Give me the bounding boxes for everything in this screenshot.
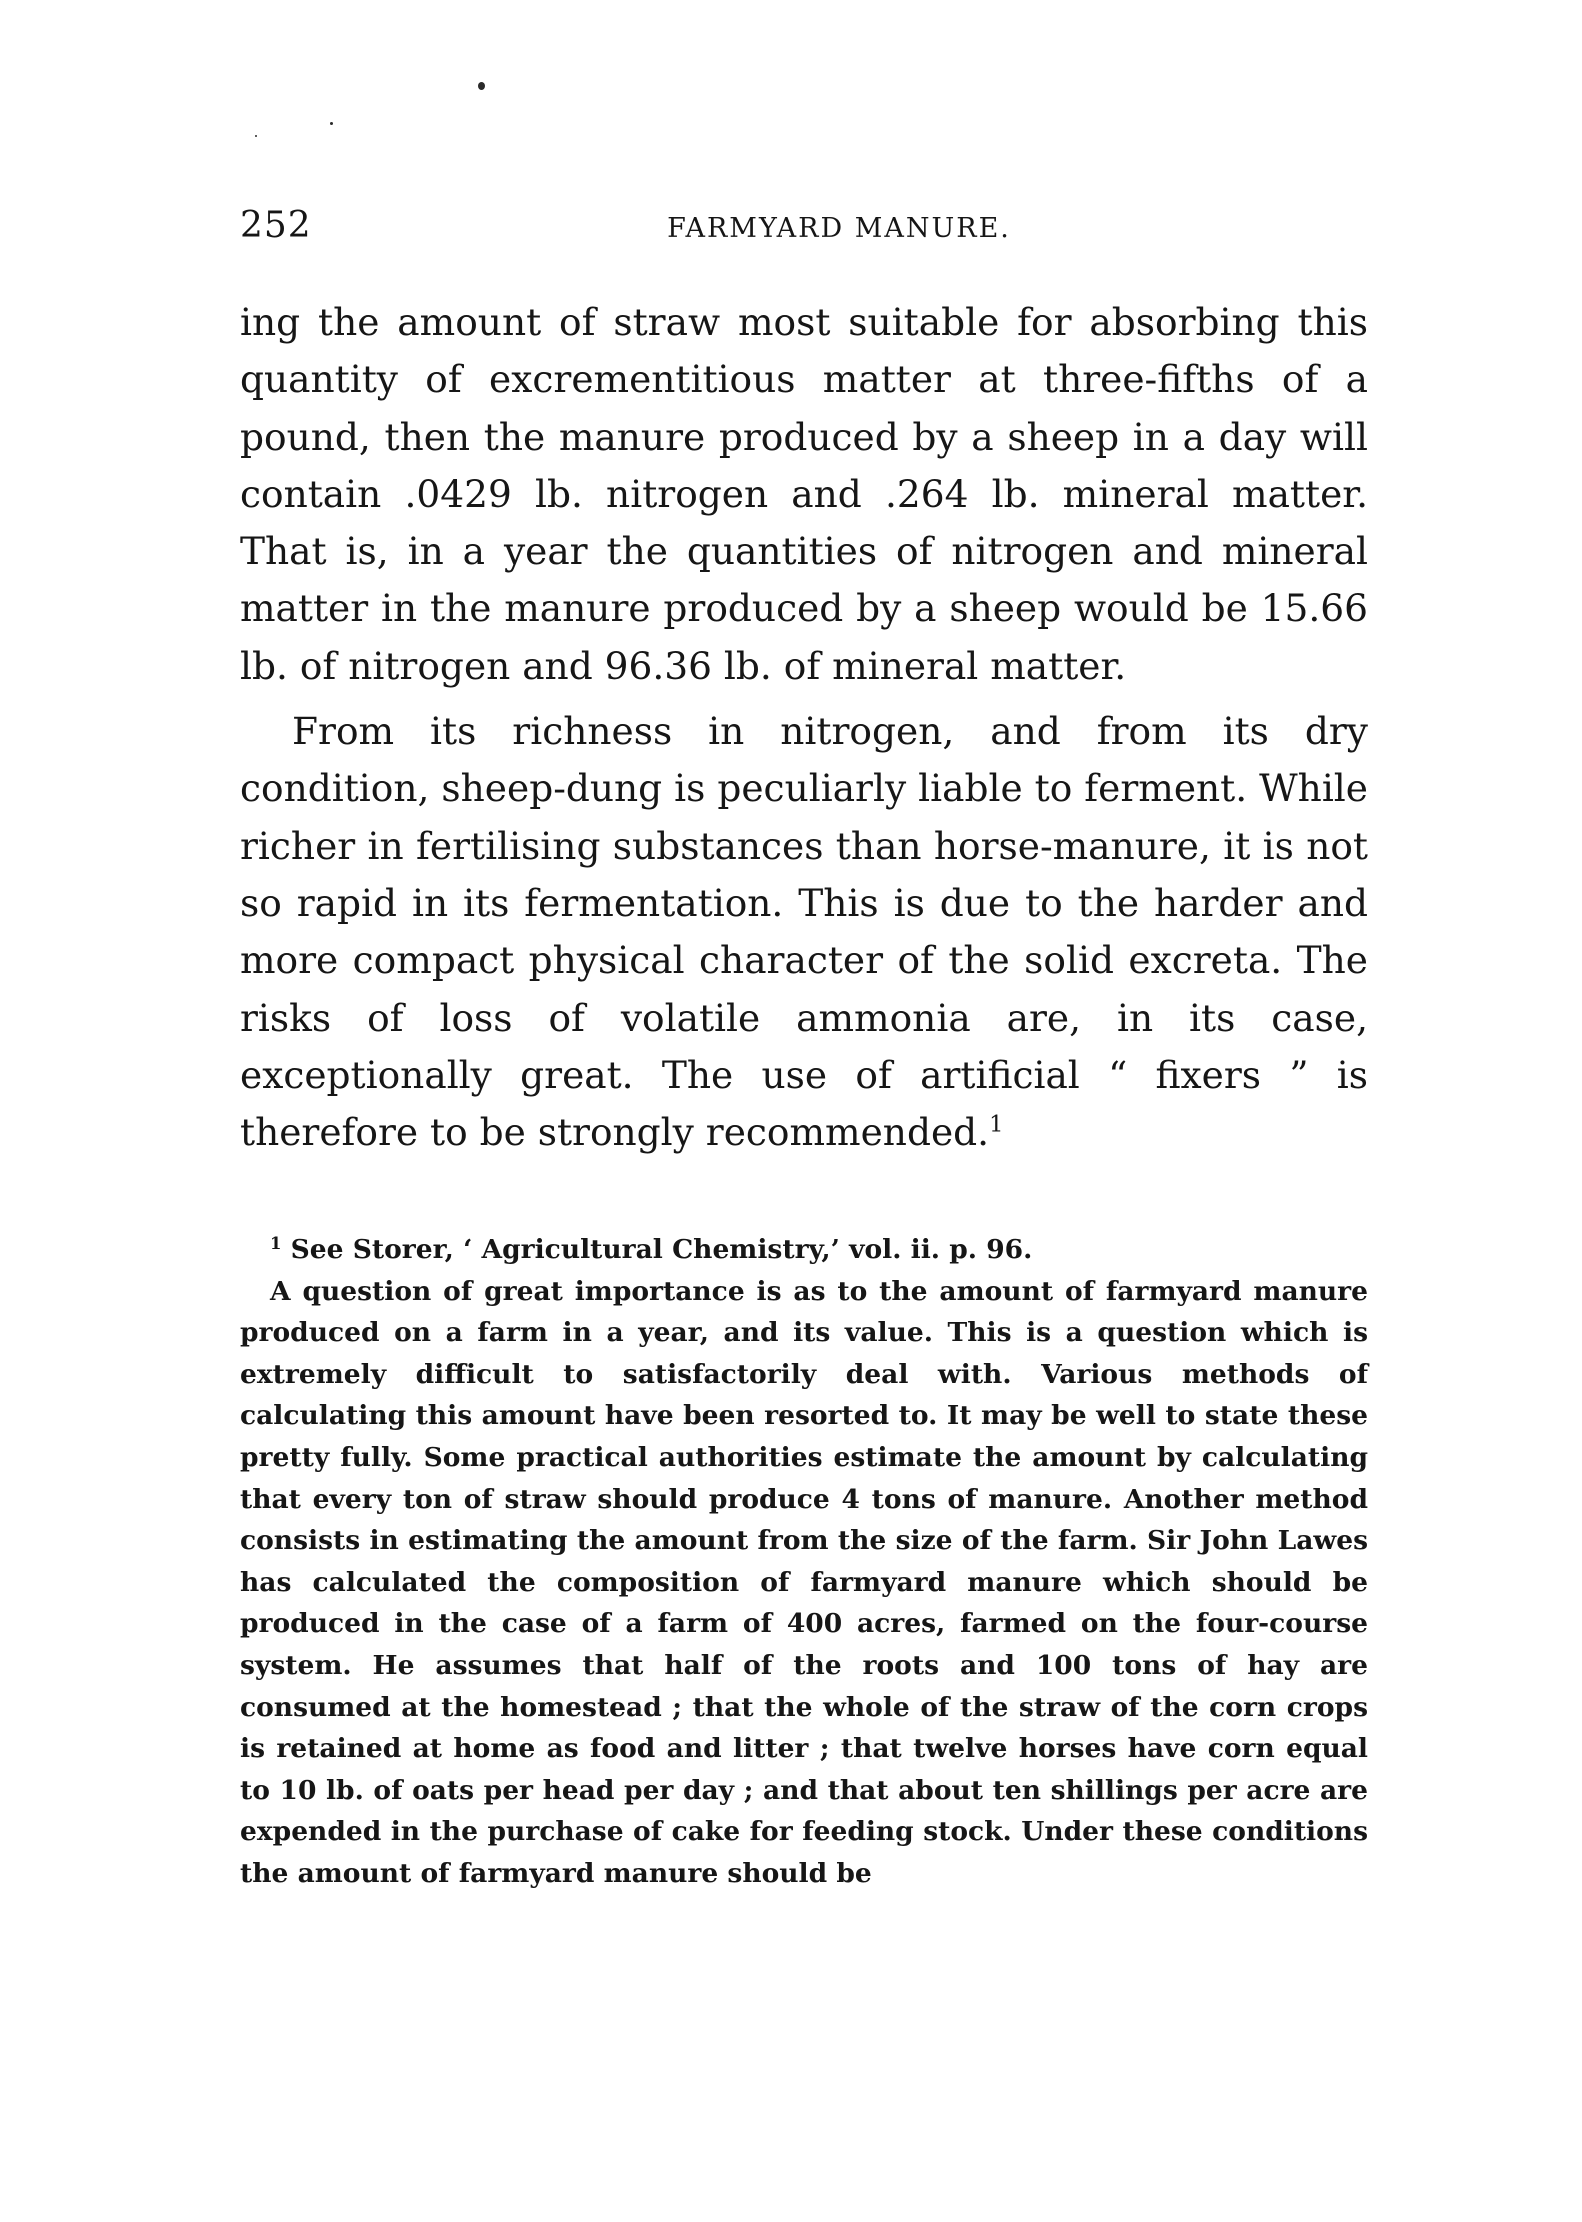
main-text — [240, 294, 1368, 1161]
ink-speck — [478, 82, 485, 90]
running-head — [240, 205, 1368, 265]
footnotes — [240, 1229, 1368, 1895]
page-number: 252 — [240, 205, 312, 246]
footnote-reference: 1 — [989, 1111, 1004, 1138]
paragraph-text: From its richness in nitrogen, and from its dry condition, sheep-dung is peculiarly liable to ferment. While richer in fertilising substances than horse-manure, it is not so rapid in its fermentation. This is due to the harder and more compact physical character of the solid excreta. The risks of loss of volatile ammonia are, in its case, exceptionally great. The use of artificial “ fixers ” is therefore to be strongly recommended. — [240, 709, 1368, 1155]
footnote-text: See Storer, ‘ Agricultural Chemistry,’ vol. ii. p. 96. — [281, 1234, 1033, 1265]
ink-speck — [255, 135, 257, 137]
footnote — [240, 1229, 1368, 1271]
ink-speck — [330, 122, 333, 125]
running-title: FARMYARD MANURE. — [667, 213, 1011, 244]
paragraph — [240, 294, 1368, 695]
paragraph — [240, 703, 1368, 1161]
footnote-continuation — [240, 1271, 1368, 1895]
footnote-marker: 1 — [270, 1233, 282, 1253]
paragraph-text: ing the amount of straw most suitable for absorbing this quantity of excrementitious matter at three-fifths of a pound, then the manure produced by a sheep in a day will contain .0429 lb. nitrogen and .264 lb. mineral matter. That is, in a year the quantities of nitrogen and mineral matter in the manure produced by a sheep would be 15.66 lb. of nitrogen and 96.36 lb. of mineral matter. — [240, 300, 1368, 688]
footnote-text: A question of great importance is as to the amount of farmyard manure produced on a farm in a year, and its value. This is a question which is extremely difficult to satisfactorily deal with. Various methods of calculating this amount have been resorted to. It may be well to state these pretty fully. Some practical authorities estimate the amount by calculating that every ton of straw should produce 4 tons of manure. Another method consists in estimating the amount from the size of the farm. Sir John Lawes has calculated the composition of farmyard manure which should be produced in the case of a farm of 400 acres, farmed on the four-course system. He assumes that half of the roots and 100 tons of hay are consumed at the homestead ; that the whole of the straw of the corn crops is retained at home as food and litter ; that twelve horses have corn equal to 10 lb. of oats per head per day ; and that about ten shillings per acre are expended in the purchase of cake for feeding stock. Under these conditions the amount of farmyard manure should be — [240, 1275, 1368, 1889]
